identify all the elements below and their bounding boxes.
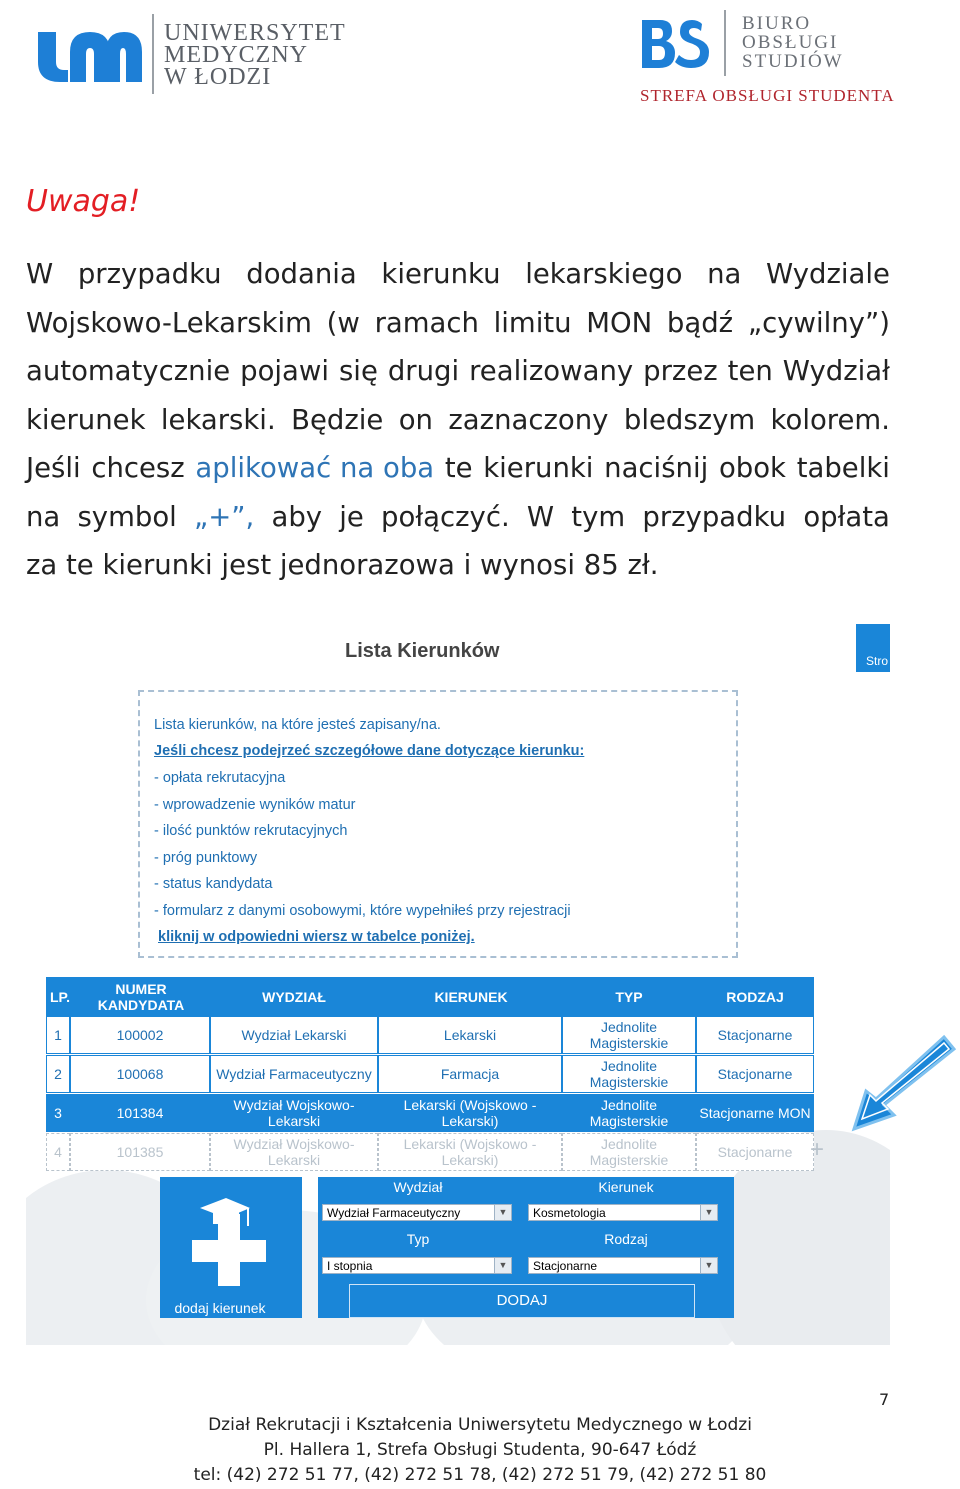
column-header: KIERUNEK [434,989,508,1005]
word: opłata [803,500,890,533]
word: lekarskiego [525,258,683,290]
table-header [46,977,814,1017]
info-line: - próg punktowy [154,850,258,866]
cell-number: 100068 [70,1055,210,1093]
page-number: 7 [879,1390,890,1409]
mode-select-value: Stacjonarne [533,1259,598,1273]
word: aby [271,500,323,533]
cell-field: Lekarski (Wojskowo - Lekarski) [403,1097,537,1129]
pointer-arrow-icon [848,1033,958,1133]
cell-lp: 4 [46,1133,70,1171]
table-row[interactable] [46,1016,814,1054]
word: na [707,258,742,290]
word: połączyć. [381,500,510,533]
info-line: - opłata rekrutacyjna [154,770,286,786]
word: Wojskowo-Lekarskim [26,306,312,339]
column-header: RODZAJ [726,989,784,1005]
info-link[interactable]: kliknij w odpowiedni wiersz w tabelce poniżej. [158,929,475,945]
word: (w [326,306,360,339]
cell-number: 101385 [70,1133,210,1171]
header-divider [152,14,154,94]
add-field-label: dodaj kierunek [174,1300,266,1316]
word: przez [643,355,718,387]
word: te [444,452,473,484]
word: W [526,500,555,533]
faculty-select-value: Wydział Farmaceutyczny [327,1206,461,1220]
word: chcesz [91,452,185,484]
chevron-down-icon: ▼ [700,1205,717,1220]
warning-paragraph [26,250,890,590]
university-name-line: MEDYCZNY [164,42,308,68]
word: Wydziale [766,258,890,290]
add-submit-button[interactable]: DODAJ [349,1284,695,1318]
word: dodania [246,258,357,290]
cell-field: Lekarski (Wojskowo - Lekarski) [378,1133,562,1171]
info-line: - ilość punktów rekrutacyjnych [154,823,348,839]
cell-faculty: Wydział Farmaceutyczny [210,1055,378,1093]
field-label: Kierunek [598,1179,654,1195]
chevron-down-icon: ▼ [700,1258,717,1273]
table-row[interactable] [46,1055,814,1093]
word: MON [586,306,653,339]
column-header: TYP [615,989,643,1005]
cell-mode: Stacjonarne [696,1055,814,1093]
word: tabelki [796,452,890,484]
word: ten [727,355,773,387]
chevron-down-icon: ▼ [494,1205,511,1220]
word: obok [718,452,786,484]
strefa-obslugi-studenta: STREFA OBSŁUGI STUDENTA [640,86,895,105]
column-header: WYDZIAŁ [262,989,326,1005]
word: „cywilny”) [747,306,890,339]
table-row-selected[interactable] [46,1094,814,1132]
university-name-line: UNIWERSYTET [164,20,346,46]
cell-mode: Stacjonarne [696,1016,814,1054]
footer-line: Pl. Hallera 1, Strefa Obsługi Studenta, 90-647 Łódź [263,1440,697,1460]
cell-lp: 1 [46,1016,70,1054]
table-row-faded[interactable] [46,1133,814,1171]
corner-tab-label: Stro [866,654,889,668]
mode-label: Rodzaj [604,1231,648,1247]
cell-type: Jednolite Magisterskie [562,1055,696,1093]
um-logo [36,28,144,84]
plus-symbol-text: „+”, [194,500,255,533]
paragraph-line [26,250,890,299]
column-header: LP. [50,989,70,1005]
add-plus-icon [192,1240,266,1262]
word: na [26,500,61,533]
word: drugi [387,355,460,387]
word: przypadku [642,500,787,533]
cell-lp: 3 [54,1105,62,1121]
cell-mode: Stacjonarne MON [699,1105,811,1121]
word: je [339,500,364,533]
word: za te kierunki jest jednorazowa i wynosi 85 zł. [26,549,659,581]
cell-field: Farmacja [378,1055,562,1093]
word: kierunku [381,258,501,290]
corner-tab[interactable] [856,624,890,672]
word: pojawi [240,355,330,387]
footer-line: tel: (42) 272 51 77, (42) 272 51 78, (42) 272 51 79, (42) 272 51 80 [193,1465,767,1485]
paragraph-line [26,541,890,590]
word: ramach [374,306,479,339]
cell-type: Jednolite Magisterskie [589,1097,669,1129]
word: on [398,403,433,436]
type-select[interactable] [322,1257,512,1274]
info-line: - status kandydata [154,876,273,892]
word: W [26,258,54,290]
type-select-value: I stopnia [327,1259,373,1273]
faculty-select[interactable] [322,1204,512,1221]
field-select[interactable] [528,1204,718,1221]
paragraph-line [26,299,890,348]
footer-line: Dział Rekrutacji i Kształcenia Uniwersytetu Medycznego w Łodzi [208,1415,752,1435]
warning-heading: Uwaga! [26,184,141,219]
highlight-text: aplikować na oba [195,452,435,484]
university-name [164,22,346,88]
header-divider [724,10,726,76]
cell-lp: 2 [46,1055,70,1093]
graduation-cap-icon [196,1196,254,1236]
word: Będzie [291,403,384,436]
word: bądź [666,306,734,339]
cell-number: 100002 [70,1016,210,1054]
word: kierunek [26,403,146,436]
cell-faculty: Wydział Wojskowo-Lekarski [233,1097,355,1129]
word: limitu [493,306,572,339]
cell-faculty: Wydział Lekarski [210,1016,378,1054]
cell-type: Jednolite Magisterskie [562,1016,696,1054]
info-line: Lista kierunków, na które jesteś zapisany/na. [154,717,441,733]
type-label: Typ [406,1231,430,1247]
cell-mode: Stacjonarne [696,1133,814,1171]
word: kolorem. [770,403,890,436]
university-name-line: W ŁODZI [164,64,272,90]
paragraph-line [26,493,890,542]
chevron-down-icon: ▼ [494,1258,511,1273]
bos-name-line: OBSŁUGI [742,32,839,53]
word: Jeśli [26,452,81,484]
faculty-label: Wydział [393,1179,443,1195]
word: naciśnij [604,452,709,484]
bos-logo [640,16,712,72]
cell-faculty: Wydział Wojskowo-Lekarski [210,1133,378,1171]
mode-select[interactable] [528,1257,718,1274]
word: Wydział [782,355,890,387]
info-line: - formularz z danymi osobowymi, które wypełniłeś przy rejestracji [154,903,571,919]
word: symbol [77,500,177,533]
word: kierunki [483,452,594,484]
bos-name [742,14,844,71]
cell-type: Jednolite Magisterskie [562,1133,696,1171]
paragraph-line [26,444,890,493]
info-heading: Jeśli chcesz podejrzeć szczegółowe dane dotyczące kierunku: [154,743,585,759]
list-title: Lista Kierunków [345,640,500,662]
info-line: - wprowadzenie wyników matur [154,797,356,813]
word: bledszym [623,403,756,436]
link-plus-button[interactable]: + [810,1136,825,1163]
paragraph-line [26,396,890,445]
word: lekarski. [160,403,276,436]
cell-field: Lekarski [378,1016,562,1054]
bos-name-line: STUDIÓW [742,51,844,72]
word: przypadku [77,258,222,290]
cell-number: 101384 [116,1105,164,1121]
bos-name-line: BIURO [742,13,812,34]
word: realizowany [469,355,634,387]
word: automatycznie [26,355,231,387]
word: tym [571,500,626,533]
word: zaznaczony [448,403,609,436]
field-select-value: Kosmetologia [533,1206,606,1220]
word: się [338,355,378,387]
paragraph-line [26,347,890,396]
column-header: NUMER KANDYDATA [97,981,185,1013]
